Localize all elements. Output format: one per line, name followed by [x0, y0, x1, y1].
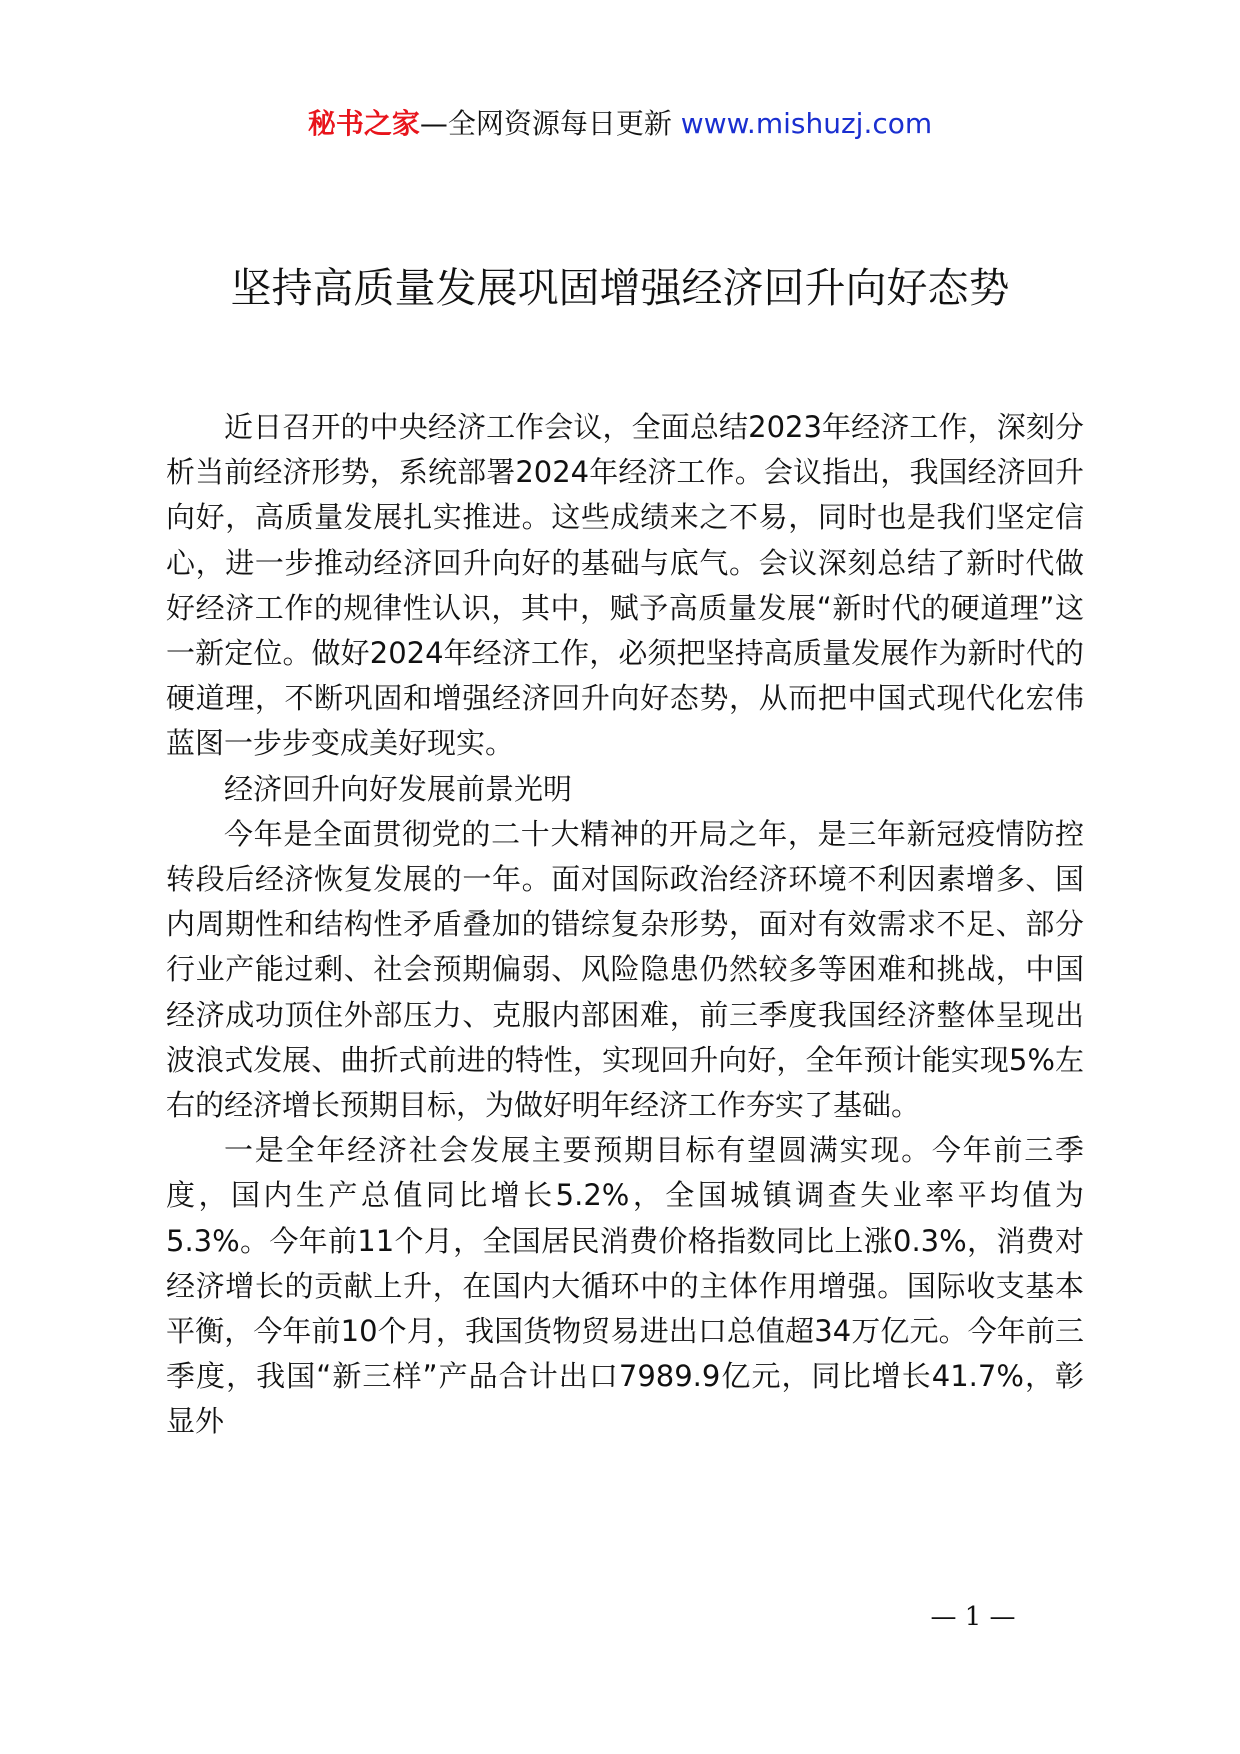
site-tagline: —全网资源每日更新	[419, 107, 672, 140]
paragraph-intro: 近日召开的中央经济工作会议，全面总结2023年经济工作，深刻分析当前经济形势，系统部署2024年经济工作。会议指出，我国经济回升向好，高质量发展扎实推进。这些成绩来之不易，同时也是我们坚定信心，进一步推动经济回升向好的基础与底气。会议深刻总结了新时代做好经济工作的规律性认识，其中，赋予高质量发展“新时代的硬道理”这一新定位。做好2024年经济工作，必须把坚持高质量发展作为新时代的硬道理，不断巩固和增强经济回升向好态势，从而把中国式现代化宏伟蓝图一步步变成美好现实。	[166, 410, 1084, 761]
site-brand: 秘书之家	[307, 107, 420, 140]
site-header	[0, 104, 1240, 144]
page-number: — 1 —	[930, 1602, 1016, 1632]
document-title: 坚持高质量发展巩固增强经济回升向好态势	[230, 264, 1010, 312]
paragraph-overview: 今年是全面贯彻党的二十大精神的开局之年，是三年新冠疫情防控转段后经济恢复发展的一年。面对国际政治经济环境不利因素增多、国内周期性和结构性矛盾叠加的错综复杂形势，面对有效需求不足、部分行业产能过剩、社会预期偏弱、风险隐患仍然较多等困难和挑战，中国经济成功顶住外部压力、克服内部困难，前三季度我国经济整体呈现出波浪式发展、曲折式前进的特性，实现回升向好，全年预计能实现5%左右的经济增长预期目标，为做好明年经济工作夯实了基础。	[166, 816, 1084, 1123]
site-url-link[interactable]: www.mishuzj.com	[680, 107, 933, 140]
section-heading: 经济回升向好发展前景光明	[224, 771, 573, 806]
paragraph-point-one: 一是全年经济社会发展主要预期目标有望圆满实现。今年前三季度，国内生产总值同比增长5.2%，全国城镇调查失业率平均值为5.3%。今年前11个月，全国居民消费价格指数同比上涨0.3%，消费对经济增长的贡献上升，在国内大循环中的主体作用增强。国际收支基本平衡，今年前10个月，我国货物贸易进出口总值超34万亿元。今年前三季度，我国“新三样”产品合计出口7989.9亿元，同比增长41.7%，彰显外	[166, 1133, 1084, 1439]
document-body	[166, 405, 1084, 1445]
